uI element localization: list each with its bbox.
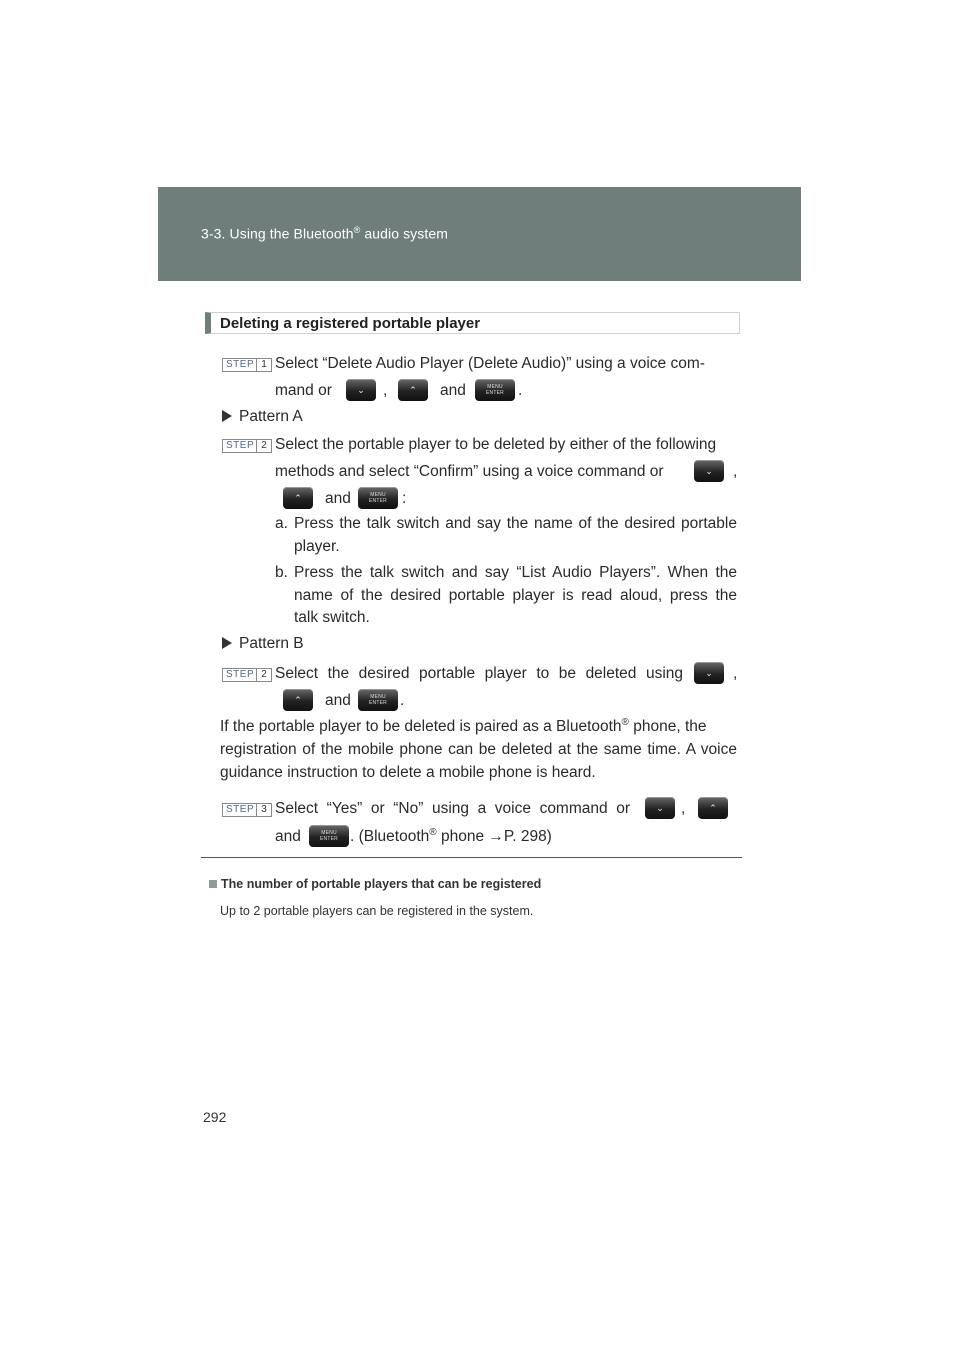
step2b-and: and: [325, 692, 351, 709]
item-b-line3: talk switch.: [294, 609, 370, 626]
step1-text-line2: mand or: [275, 382, 332, 399]
menu-enter-button-icon: MENU ENTER: [309, 825, 349, 847]
menu-enter-button-icon: MENU ENTER: [475, 379, 515, 401]
page-number: 292: [203, 1109, 227, 1125]
menu-enter-button-icon: MENU ENTER: [358, 689, 398, 711]
item-a-label: a.: [275, 515, 288, 532]
step2a-text-line2: methods and select “Confirm” using a voice command or: [275, 463, 664, 480]
step2b-period: .: [400, 692, 405, 709]
paragraph-line2: registration of the mobile phone can be deleted at the same time. A voice: [220, 741, 737, 758]
step1-and: and: [440, 382, 466, 399]
step2b-text-line1: Select the desired portable player to be deleted using: [275, 665, 683, 682]
pattern-b-arrow-icon: [222, 637, 232, 649]
step3-text-line1: Select “Yes” or “No” using a voice command or: [275, 800, 630, 817]
pattern-a-label: Pattern A: [239, 408, 303, 425]
note-body: Up to 2 portable players can be registered in the system.: [220, 904, 534, 918]
step2b-comma: ,: [733, 665, 738, 682]
up-arrow-button-icon: ⌃: [283, 689, 313, 711]
up-arrow-button-icon: ⌃: [283, 487, 313, 509]
step1-comma: ,: [383, 382, 388, 399]
step-badge-2b: STEP 2: [222, 668, 272, 682]
item-b-label: b.: [275, 564, 288, 581]
topic-title: Deleting a registered portable player: [220, 315, 481, 332]
item-a-line2: player.: [294, 538, 340, 555]
step3-and: and: [275, 828, 301, 845]
step-badge-1: STEP 1: [222, 358, 272, 372]
step-badge-3: STEP 3: [222, 803, 272, 817]
step3-reference: . (Bluetooth® phone →P. 298): [350, 826, 552, 845]
section-title: 3-3. Using the Bluetooth® audio system: [201, 225, 449, 242]
step1-text-line1: Select “Delete Audio Player (Delete Audio)” using a voice com-: [275, 355, 705, 372]
up-arrow-button-icon: ⌃: [698, 797, 728, 819]
topic-title-box: [205, 312, 740, 334]
item-a-line1: Press the talk switch and say the name of the desired portable: [294, 515, 737, 532]
item-b-line1: Press the talk switch and say “List Audio Players”. When the: [294, 564, 737, 581]
step2a-and: and: [325, 490, 351, 507]
divider: [201, 857, 742, 858]
paragraph-line3: guidance instruction to delete a mobile phone is heard.: [220, 764, 596, 781]
step3-comma: ,: [681, 800, 686, 817]
section-header: [158, 187, 801, 281]
step1-period: .: [518, 382, 523, 399]
step2a-text-line1: Select the portable player to be deleted by either of the following: [275, 436, 717, 453]
down-arrow-button-icon: ⌄: [694, 460, 724, 482]
menu-enter-button-icon: MENU ENTER: [358, 487, 398, 509]
down-arrow-button-icon: ⌄: [694, 662, 724, 684]
item-b-line2: name of the desired portable player is read aloud, press the: [294, 587, 737, 604]
up-arrow-button-icon: ⌃: [398, 379, 428, 401]
pattern-a-arrow-icon: [222, 410, 232, 422]
step2a-colon: :: [402, 490, 407, 507]
down-arrow-button-icon: ⌄: [346, 379, 376, 401]
pattern-b-label: Pattern B: [239, 635, 304, 652]
paragraph-line1: If the portable player to be deleted is paired as a Bluetooth® phone, the: [220, 716, 707, 735]
down-arrow-button-icon: ⌄: [645, 797, 675, 819]
step-badge-2a: STEP 2: [222, 439, 272, 453]
note-title: The number of portable players that can be registered: [221, 877, 542, 891]
step2a-comma: ,: [733, 463, 738, 480]
note-square-icon: [209, 880, 217, 888]
